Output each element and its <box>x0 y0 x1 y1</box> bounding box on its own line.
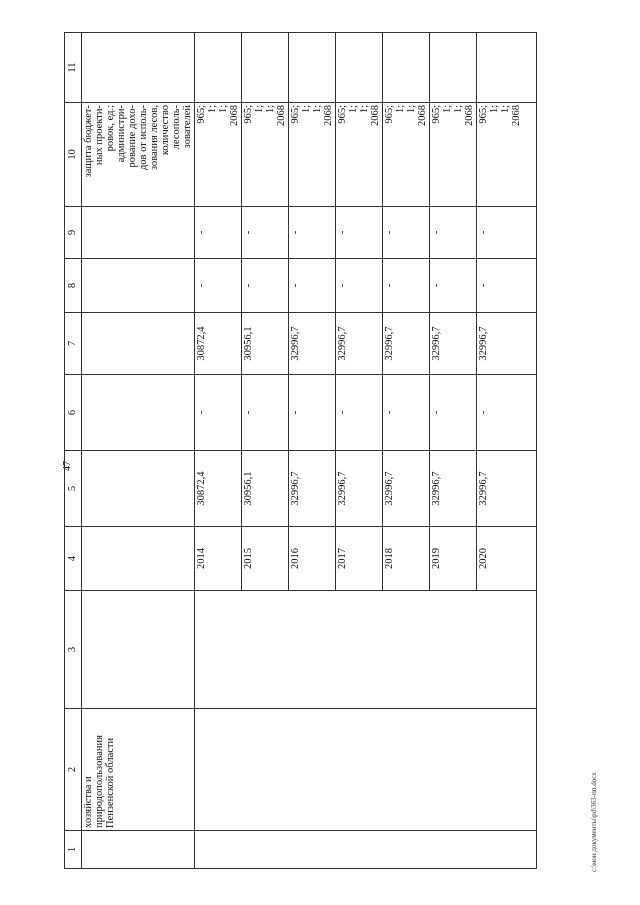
col8-cell: - <box>383 259 430 313</box>
col6-cell: - <box>289 375 336 451</box>
col9-cell: - <box>477 207 537 259</box>
total-cell: 32996,7 <box>336 451 383 527</box>
table-row-2015 <box>242 33 289 869</box>
col9-cell: - <box>195 207 242 259</box>
col6-cell: - <box>383 375 430 451</box>
col-num-10: 10 <box>65 103 82 207</box>
col-num-5: 5 <box>65 451 82 527</box>
total-cell: 32996,7 <box>477 451 537 527</box>
table-row-2019 <box>430 33 477 869</box>
total-cell: 30956,1 <box>242 451 289 527</box>
indicator-values: 965; 1; 1; 2068 <box>195 103 242 207</box>
indicator-values: 965; 1; 1; 2068 <box>430 103 477 207</box>
col-num-2: 2 <box>65 709 82 831</box>
col-num-8: 8 <box>65 259 82 313</box>
col7-cell: 32996,7 <box>383 313 430 375</box>
year-cell: 2014 <box>195 527 242 591</box>
table-row-2018 <box>383 33 430 869</box>
col9-cell: - <box>383 207 430 259</box>
year-cell: 2015 <box>242 527 289 591</box>
col6-cell: - <box>195 375 242 451</box>
col7-cell: 32996,7 <box>477 313 537 375</box>
col-num-1: 1 <box>65 831 82 869</box>
department-name: хозяйства и природопользования Пензенской области <box>82 709 195 831</box>
col-num-6: 6 <box>65 375 82 451</box>
col6-cell: - <box>430 375 477 451</box>
indicator-values: 965; 1; 1; 2068 <box>383 103 430 207</box>
year-cell: 2018 <box>383 527 430 591</box>
col9-cell: - <box>336 207 383 259</box>
col-num-9: 9 <box>65 207 82 259</box>
indicator-values: 965; 1; 1; 2068 <box>242 103 289 207</box>
total-cell: 30872,4 <box>195 451 242 527</box>
col1-cell <box>82 831 195 869</box>
total-cell: 32996,7 <box>383 451 430 527</box>
indicator-values: 965; 1; 1; 2068 <box>336 103 383 207</box>
total-cell: 32996,7 <box>430 451 477 527</box>
year-cell: 2020 <box>477 527 537 591</box>
col6-cell: - <box>477 375 537 451</box>
col6-cell: - <box>336 375 383 451</box>
col8-cell: - <box>195 259 242 313</box>
col3-cell <box>82 591 195 709</box>
header-text-row <box>82 33 195 869</box>
col7-cell: 32996,7 <box>430 313 477 375</box>
col-num-11: 11 <box>65 33 82 103</box>
table-row-2014 <box>195 33 242 869</box>
col7-cell: 32996,7 <box>336 313 383 375</box>
col7-cell: 30872,4 <box>195 313 242 375</box>
col-num-4: 4 <box>65 527 82 591</box>
col-num-7: 7 <box>65 313 82 375</box>
col8-cell: - <box>477 259 537 313</box>
col9-cell: - <box>242 207 289 259</box>
col7-cell: 32996,7 <box>289 313 336 375</box>
footer-file-path: c:\мои документы\pd\363-пп.docx <box>590 772 598 872</box>
col9-cell: - <box>430 207 477 259</box>
col6-cell: - <box>242 375 289 451</box>
year-cell: 2016 <box>289 527 336 591</box>
total-cell: 32996,7 <box>289 451 336 527</box>
col7-cell: 30956,1 <box>242 313 289 375</box>
page-number: 47 <box>62 461 73 471</box>
year-cell: 2019 <box>430 527 477 591</box>
year-cell: 2017 <box>336 527 383 591</box>
table-row-2017 <box>336 33 383 869</box>
col-num-3: 3 <box>65 591 82 709</box>
indicator-values: 965; 1; 1; 2068 <box>289 103 336 207</box>
col9-cell: - <box>289 207 336 259</box>
table-row-2020 <box>477 33 537 869</box>
column-number-row <box>65 33 82 869</box>
data-table <box>64 32 537 869</box>
indicator-values: 965; 1; 1; 2068 <box>477 103 537 207</box>
col8-cell: - <box>336 259 383 313</box>
col8-cell: - <box>242 259 289 313</box>
table-row-2016 <box>289 33 336 869</box>
col8-cell: - <box>289 259 336 313</box>
col8-cell: - <box>430 259 477 313</box>
indicator-description: защита бюджет- ных проекти- ровок, ед.; администри- рование дохо- дов от исполь- зования лесов, количество лесополь- зователей <box>82 103 195 207</box>
